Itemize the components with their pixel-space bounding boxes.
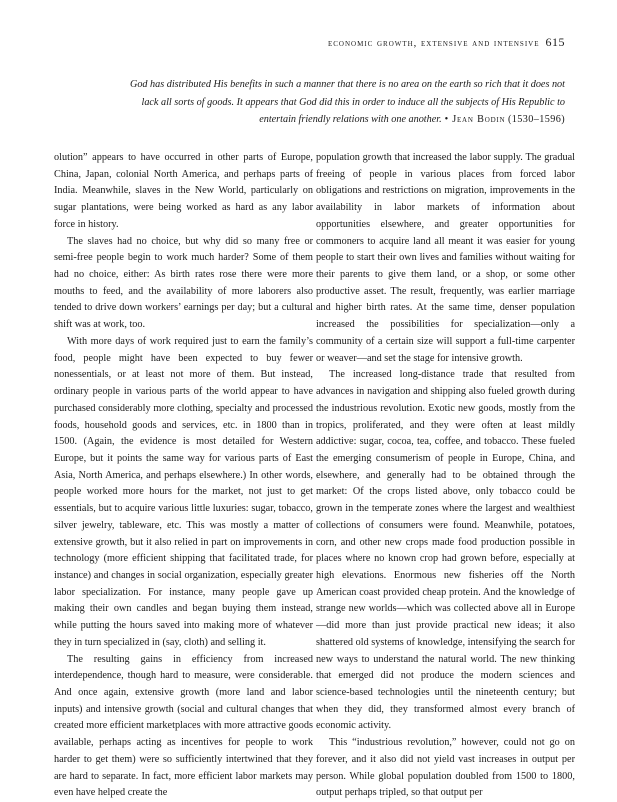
paragraph: The increased long-distance trade that resulted from advances in navigation and shipping also fueled growth during the industrious revolution. Exotic new goods, mostly from the tropics, proliferated, and they were often at least mildly addictive: sugar, cocoa, tea, coffee, and tobacco. These fueled the emerging consumerism of people in Europe, China, and elsewhere, and generally had to be obtained through the market: Of the crops listed above, only tobacco could be grown in the temperate zones where the largest and wealthiest collections of consumers were found. Meanwhile, potatoes, corn, and other new crops made food production possible in places where no known crop had grown before, especially at high elevations. Enormous new fisheries off the North American coast provided cheap protein. And the knowledge of strange new worlds—which was collected above all in Europe—did more than just provide practical new ideas; it also shattered old systems of knowledge, intensifying the search for new ways to understand the natural world. The new thinking that emerged did not produce the modern sciences and science-based technologies until the nineteenth century; but when they did, they transformed almost every branch of economic activity. bbox=[316, 369, 575, 732]
paragraph: With more days of work required just to earn the family’s food, people might have been expected to buy fewer nonessentials, or at least not more of them. But instead, ordinary people in various parts of the world appear to have purchased considerably more clothing, specialty and processed foods, household goods and services, etc. in 1800 than in 1500. (Again, the evidence is most detailed for Western Europe, but it points the same way for various parts of East Asia, North America, and perhaps elsewhere.) In other words, people worked more hours for the market, not just to get essentials, but to acquire various little luxuries: sugar, tobacco, silver jewelry, tableware, etc. This was mostly a matter of extensive growth, but it also relied in part on improvements in technology (more efficient shipping that facilitated trade, for instance) and changes in social organization, especially greater labor specialization. For instance, many people gave up making their own candles and began buying them instead, while putting the hours saved into making more of whatever they in turn specialized in (say, cloth) and selling it. bbox=[54, 335, 313, 648]
paragraph: The resulting gains in efficiency from increased interdependence, though hard to measure, were considerable. And once again, extensive growth (more land and labor inputs) and intensive growth (social and cultural changes that created more efficient marketplaces with more attractive goods available, perhaps acting as incentives for people to work harder to get them) were so sufficiently intertwined that they are hard to separate. In fact, more efficient labor markets may even have helped create the bbox=[54, 653, 313, 799]
paragraph: This “industrious revolution,” however, could not go on forever, and it also did not yield vast increases in output per person. While global population doubled from 1500 to 1800, output perhaps tripled, so that output per bbox=[316, 737, 575, 799]
left-column bbox=[54, 150, 313, 802]
page-number: 615 bbox=[545, 35, 565, 49]
epigraph-author: Jean Bodin bbox=[452, 114, 506, 125]
right-column bbox=[316, 150, 575, 802]
epigraph-quote: God has distributed His benefits in such a manner that there is no area on the earth so rich that it does not lack all sorts of goods. It appears that God did this in order to induce all the subjects of His Republic to entertain friendly relations with one another. bbox=[129, 79, 565, 125]
paragraph: olution” appears to have occurred in other parts of Europe, China, Japan, colonial North America, and perhaps parts of India. Meanwhile, slaves in the New World, particularly on sugar plantations, were being worked as hard as any labor force in history. bbox=[54, 152, 313, 230]
bullet-separator: • bbox=[444, 114, 449, 125]
running-head bbox=[328, 35, 565, 50]
epigraph-dates: (1530–1596) bbox=[507, 114, 565, 125]
paragraph: population growth that increased the labor supply. The gradual freeing of people in various places from forced labor obligations and restrictions on migration, improvements in the availability in labor markets of information about opportunities elsewhere, and greater opportunities for commoners to acquire land all meant it was easier for young people to start their own lives and families without waiting for their parents to give them land, or a shop, or some other productive asset. The result, frequently, was earlier marriage and higher birth rates. At the same time, denser population increased the possibilities for specialization—only a community of a certain size will support a full-time carpenter or weaver—and set the stage for intensive growth. bbox=[316, 152, 575, 364]
running-title: economic growth, extensive and intensive bbox=[327, 38, 540, 49]
epigraph bbox=[125, 76, 565, 129]
paragraph: The slaves had no choice, but why did so many free or semi-free people begin to work much harder? Some of them had no choice, either: As birth rates rose there were more mouths to feed, and the availability of more laborers also tended to drive down workers’ earnings per day; but a cultural shift was at work, too. bbox=[54, 235, 313, 331]
